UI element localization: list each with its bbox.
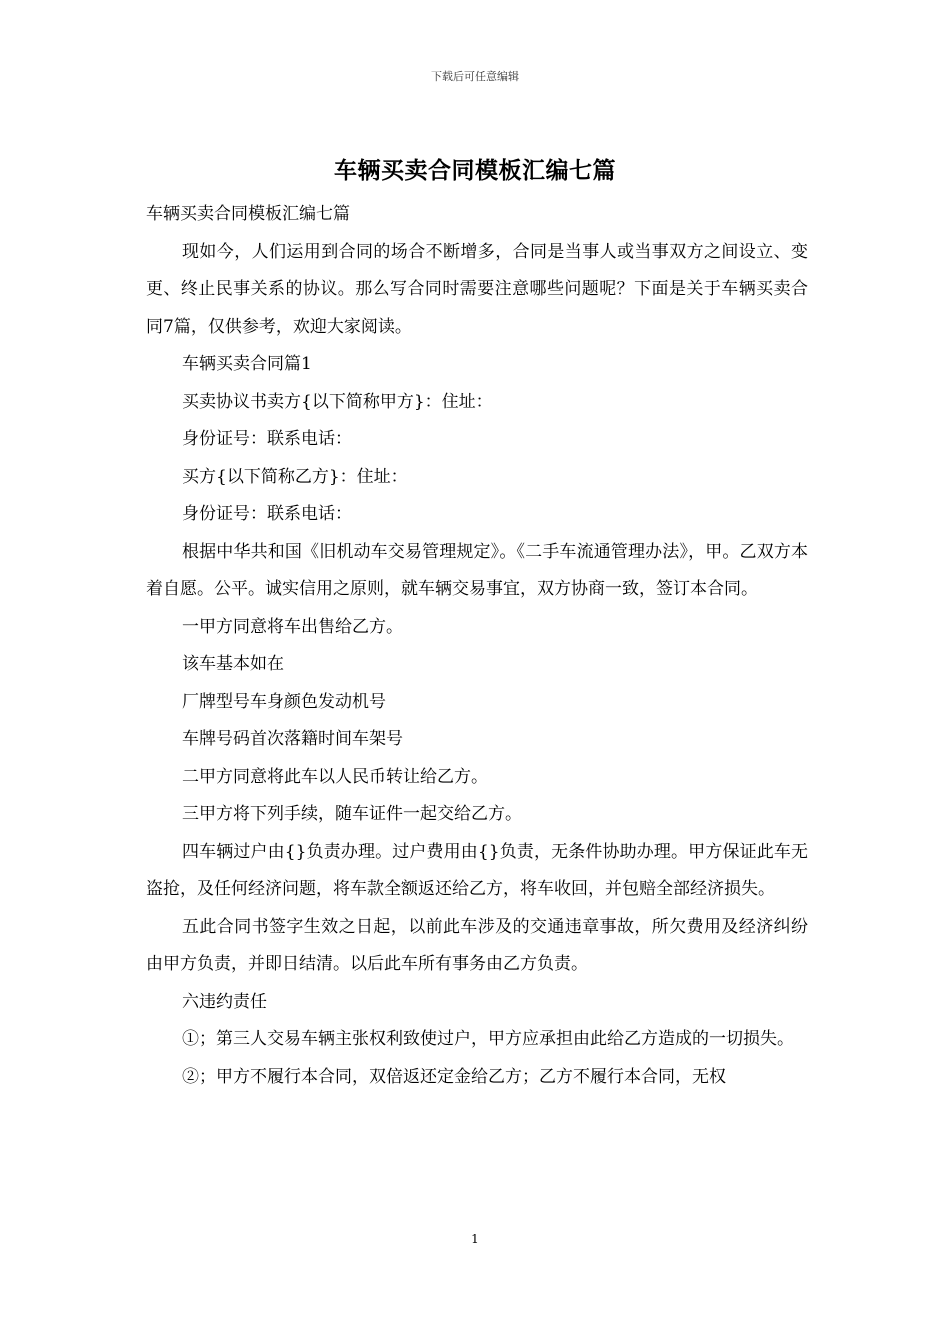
- paragraph: ①；第三人交易车辆主张权利致使过户，甲方应承担由此给乙方造成的一切损失。: [182, 1029, 794, 1049]
- paragraph: 该车基本如在: [182, 654, 284, 674]
- paragraph: 根据中华共和国《旧机动车交易管理规定》。《二手车流通管理办法》，甲。乙双方本着自愿。公平。诚实信用之原则，就车辆交易事宜，双方协商一致，签订本合同。: [146, 541, 808, 599]
- paragraph: ②；甲方不履行本合同，双倍返还定金给乙方；乙方不履行本合同，无权: [182, 1066, 726, 1087]
- paragraph: 车牌号码首次落籍时间车架号: [182, 729, 403, 749]
- paragraph: 六违约责任: [182, 991, 267, 1012]
- paragraph: 身份证号：联系电话：: [182, 504, 352, 524]
- page-number: 1: [471, 1232, 479, 1246]
- paragraph: 一甲方同意将车出售给乙方。: [182, 616, 403, 637]
- paragraph: 厂牌型号车身颜色发动机号: [182, 691, 386, 712]
- paragraph: 三甲方将下列手续，随车证件一起交给乙方。: [182, 804, 522, 824]
- document-body: [146, 196, 808, 1096]
- paragraph: 身份证号：联系电话：: [182, 429, 352, 449]
- paragraph: 买方{以下简称乙方}：住址：: [182, 466, 408, 487]
- paragraph: 车辆买卖合同篇1: [182, 354, 312, 374]
- paragraph: 现如今，人们运用到合同的场合不断增多，合同是当事人或当事双方之间设立、变更、终止民事关系的协议。那么写合同时需要注意哪些问题呢？下面是关于车辆买卖合同7篇，仅供参考，欢迎大家阅读。: [146, 241, 808, 337]
- paragraph: 买卖协议书卖方{以下简称甲方}：住址：: [182, 391, 493, 412]
- page-header-note: 下载后可任意编辑: [431, 70, 519, 83]
- paragraph: 二甲方同意将此车以人民币转让给乙方。: [182, 766, 488, 787]
- body-subtitle: 车辆买卖合同模板汇编七篇: [146, 204, 350, 224]
- document-title: 车辆买卖合同模板汇编七篇: [334, 157, 616, 184]
- paragraph: 五此合同书签字生效之日起，以前此车涉及的交通违章事故，所欠费用及经济纠纷由甲方负责，并即日结清。以后此车所有事务由乙方负责。: [146, 916, 808, 974]
- paragraph: 四车辆过户由{}负责办理。过户费用由{}负责，无条件协助办理。甲方保证此车无盗抢，及任何经济问题，将车款全额返还给乙方，将车收回，并包赔全部经济损失。: [146, 841, 808, 899]
